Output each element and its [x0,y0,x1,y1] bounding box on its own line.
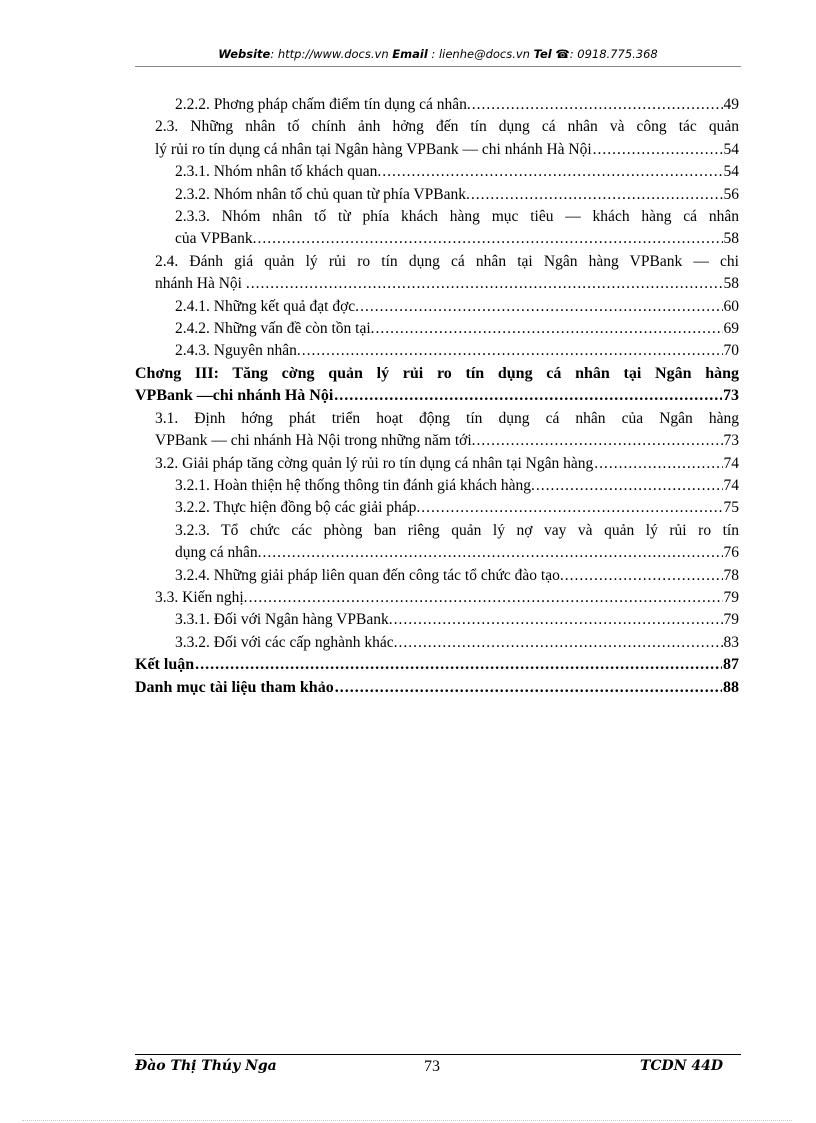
toc-page-number: 88 [723,678,739,696]
toc-entry [135,453,739,475]
toc-entry-text: 3.2.2. Thực hiện đồng bộ các giải pháp. [175,499,421,517]
header-rule [135,66,741,67]
dot-leader [421,497,722,519]
footer-page-number: 73 [424,1058,440,1075]
dot-leader [399,632,723,654]
toc-page-number: 75 [723,499,739,517]
toc-entry [135,587,739,609]
toc-entry [135,116,739,161]
toc-entry [135,161,739,183]
toc-entry-text: 3.2.4. Những giải pháp liên quan đến công tác tổ chức đào tạo. [175,566,564,584]
toc-entry [135,497,739,519]
dot-leader [565,565,723,587]
page-header [135,47,741,61]
dot-leader [334,385,722,407]
toc-entry-text: Danh mục tài liệu tham khảo [135,678,334,696]
dot-leader [360,296,722,318]
toc-entry-text: dụng cá nhân. [175,544,262,562]
toc-entry-text: 2.3. Những nhân tố chính ảnh hởng đến tín dụng cá nhân và công tác quản [155,118,739,136]
toc-entry-text: VPBank —chi nhánh Hà Nội [135,387,334,405]
toc-page-number: 78 [723,566,739,584]
toc-page-number: 73 [723,432,739,450]
footer-author: Đào Thị Thúy Nga [135,1058,277,1074]
toc-page-number: 76 [723,544,739,562]
dot-leader [382,161,722,183]
toc-page-number: 83 [723,633,739,651]
toc-entry-text: lý rủi ro tín dụng cá nhân tại Ngân hàng VPBank — chi nhánh Hà Nội [155,140,592,158]
toc-page-number: 49 [723,96,739,113]
email-value: : lienhe@docs.vn [431,47,530,61]
dot-leader [394,609,723,631]
toc-entry-text: VPBank — chi nhánh Hà Nội trong những năm tới. [155,432,476,450]
dot-leader [251,273,723,295]
dot-leader [477,430,723,452]
dot-leader [249,587,723,609]
dot-leader [195,654,722,676]
toc-page-number: 74 [723,454,739,472]
dot-leader [536,475,723,497]
dot-leader [593,139,723,161]
toc-entry [135,206,739,251]
toc-entry [135,318,739,340]
toc-page-number: 54 [723,140,739,158]
dot-leader [471,184,723,206]
toc-entry-text: 2.4.3. Nguyên nhân. [175,342,301,360]
toc-entry [135,94,739,116]
toc-entry [135,363,739,408]
dot-leader [594,453,722,475]
toc-entry [135,251,739,296]
toc-entry [135,408,739,453]
toc-page-number: 79 [723,588,739,606]
toc-entry-text: 2.4.2. Những vấn đề còn tồn tại. [175,320,375,338]
toc-entry-text: 3.3.2. Đối với các cấp nghành khác. [175,633,398,651]
website-value: : http://www.docs.vn [270,47,389,61]
toc-page-number: 69 [723,320,739,338]
toc-entry-text: 2.3.2. Nhóm nhân tố chủ quan từ phía VPBank. [175,185,470,203]
dot-leader [263,542,723,564]
footer-class-code: TCDN 44D [640,1058,723,1074]
toc-entry [135,520,739,565]
page-edge-divider [22,1120,792,1121]
toc-entry [135,340,739,362]
toc-entry-text: 3.3.1. Đối với Ngân hàng VPBank. [175,611,393,629]
toc-page-number: 54 [723,163,739,181]
tel-label: Tel [533,47,552,61]
toc-page-number: 74 [723,476,739,494]
toc-page-number: 56 [723,185,739,203]
toc-entry-text: Chơng III: Tăng cờng quản lý rủi ro tín dụng cá nhân tại Ngân hàng [135,364,739,382]
toc-page-number: 79 [723,611,739,629]
toc-entry [135,677,739,699]
toc-page-number: 60 [723,297,739,315]
toc-entry-text: 3.2. Giải pháp tăng cờng quản lý rủi ro tín dụng cá nhân tại Ngân hàng [155,454,594,472]
table-of-contents [135,94,739,699]
phone-icon: ☎ [555,47,570,61]
toc-page-number: 70 [723,342,739,360]
toc-entry-text: 2.3.3. Nhóm nhân tố từ phía khách hàng mục tiêu — khách hàng cá nhân [175,208,739,226]
toc-entry-text: 3.2.3. Tổ chức các phòng ban riêng quản lý nợ vay và quản lý rủi ro tín [175,521,739,539]
toc-entry [135,654,739,676]
toc-entry [135,184,739,206]
toc-page-number: 58 [723,230,739,248]
toc-entry-text: nhánh Hà Nội . [155,275,250,293]
toc-entry-text: 2.4.1. Những kết quả đạt đợc. [175,297,360,315]
toc-entry [135,475,739,497]
toc-entry-text: 3.1. Định hớng phát triển hoạt động tín dụng cá nhân của Ngân hàng [155,409,739,427]
toc-page-number: 58 [723,275,739,293]
dot-leader [302,340,723,362]
toc-entry-text: 2.2.2. Phơng pháp chấm điểm tín dụng cá nhân. [175,96,471,113]
website-label: Website [218,47,271,61]
toc-entry [135,565,739,587]
email-label: Email [392,47,428,61]
toc-entry-text: của VPBank. [175,230,257,248]
dot-leader [376,318,723,340]
toc-entry [135,609,739,631]
tel-value: : 0918.775.368 [569,47,658,61]
footer-rule [135,1054,741,1055]
dot-leader [258,228,723,250]
toc-entry [135,296,739,318]
toc-entry [135,632,739,654]
dot-leader [472,94,723,116]
dot-leader [335,677,722,699]
toc-entry-text: 3.3. Kiến nghị. [155,588,248,606]
toc-page-number: 73 [723,387,739,405]
toc-page-number: 87 [723,656,739,674]
toc-entry-text: 2.3.1. Nhóm nhân tố khách quan. [175,163,382,181]
toc-entry-text: 2.4. Đánh giá quản lý rủi ro tín dụng cá nhân tại Ngân hàng VPBank — chi [155,252,739,270]
toc-entry-text: 3.2.1. Hoàn thiện hệ thống thông tin đánh giá khách hàng. [175,476,535,494]
toc-entry-text: Kết luận [135,656,195,674]
